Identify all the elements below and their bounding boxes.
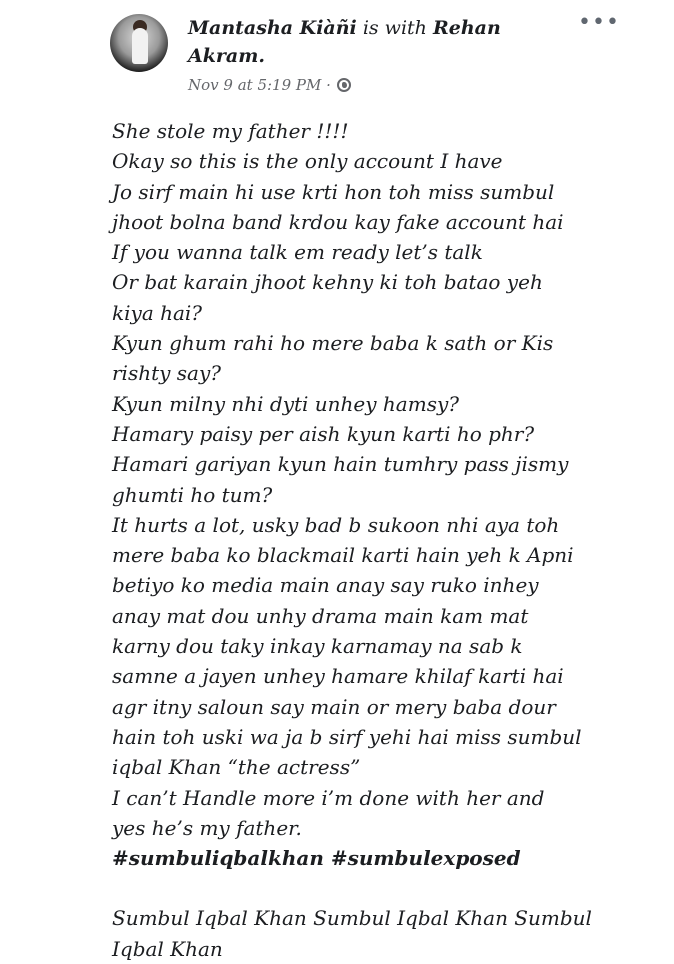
more-options-button[interactable]: ••• — [578, 10, 620, 35]
post-line: Hamari gariyan kyun hain tumhry pass jismy — [112, 452, 569, 477]
author-avatar[interactable] — [110, 14, 168, 72]
post-line: kiya hai? — [112, 300, 203, 325]
post-line: Jo sirf main hi use krti hon toh miss sumbul — [112, 179, 555, 204]
timestamp-text[interactable]: Nov 9 at 5:19 PM · — [188, 76, 331, 94]
post-line: It hurts a lot, usky bad b sukoon nhi aya toh — [112, 512, 560, 537]
post-line: samne a jayen unhey hamare khilaf karti hai — [112, 664, 564, 689]
tagged-name-last[interactable]: Akram. — [188, 45, 265, 67]
post-line: jhoot bolna band krdou kay fake account hai — [112, 209, 564, 234]
post-line: I can’t Handle more i’m done with her and — [112, 785, 545, 810]
post-line: betiyo ko media main anay say ruko inhey — [112, 573, 539, 598]
post-line: mere baba ko blackmail karti hain yeh k Apni — [112, 543, 574, 568]
post-line: Okay so this is the only account I have — [112, 149, 503, 174]
avatar-figure — [132, 28, 148, 64]
post-line: Hamary paisy per aish kyun karti ho phr? — [112, 421, 535, 446]
author-line — [188, 14, 548, 70]
footer-line: Iqbal Khan — [112, 936, 223, 961]
post-line: Kyun ghum rahi ho mere baba k sath or Kis — [112, 331, 554, 356]
hashtags[interactable]: #sumbuliqbalkhan #sumbulexposed — [112, 846, 521, 871]
post-line: yes he’s my father. — [112, 815, 302, 840]
post-body — [112, 116, 632, 964]
tagged-name-first[interactable]: Rehan — [432, 17, 501, 39]
post-line: Or bat karain jhoot kehny ki toh batao yeh — [112, 270, 543, 295]
post-line: agr itny saloun say main or mery baba dour — [112, 694, 556, 719]
with-text: is with — [362, 17, 427, 39]
post-line: anay mat dou unhy drama main kam mat — [112, 603, 529, 628]
post-timestamp — [188, 76, 351, 94]
footer-line: Sumbul Iqbal Khan Sumbul Iqbal Khan Sumbul — [112, 906, 592, 931]
post-line: karny dou taky inkay karnamay na sab k — [112, 634, 523, 659]
post-line: hain toh uski wa ja b sirf yehi hai miss sumbul — [112, 724, 582, 749]
post-line: rishty say? — [112, 361, 222, 386]
post-line: iqbal Khan “the actress” — [112, 755, 361, 780]
author-name[interactable]: Mantasha Kiàñi — [188, 17, 357, 39]
globe-icon — [337, 78, 351, 92]
post-line: Kyun milny nhi dyti unhey hamsy? — [112, 391, 459, 416]
paragraph-spacer — [112, 873, 632, 903]
post-line: ghumti ho tum? — [112, 482, 273, 507]
post-line: She stole my father !!!! — [112, 119, 349, 143]
post-line: If you wanna talk em ready let’s talk — [112, 240, 483, 265]
